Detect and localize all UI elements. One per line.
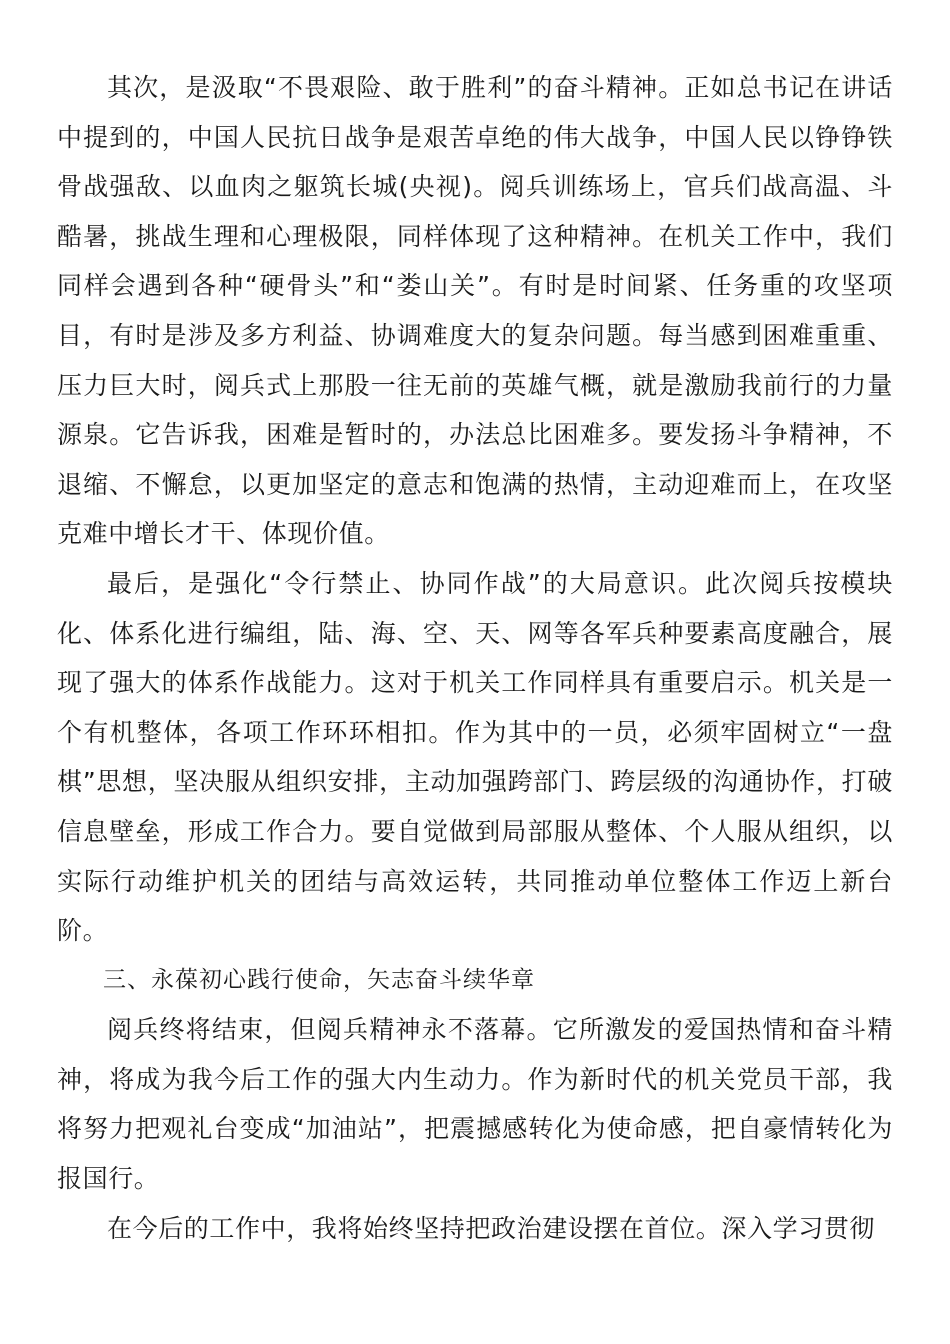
document-body — [57, 63, 893, 1253]
paragraph-parade-spirit: 阅兵终将结束，但阅兵精神永不落幕。它所激发的爱国热情和奋斗精神，将成为我今后工作的强大内生动力。作为新时代的机关党员干部，我将努力把观礼台变成“加油站”，把震撼感转化为使命感，把自豪情转化为报国行。 — [57, 1015, 893, 1194]
paragraph-struggle-spirit: 其次，是汲取“不畏艰险、敢于胜利”的奋斗精神。正如总书记在讲话中提到的，中国人民抗日战争是艰苦卓绝的伟大战争，中国人民以铮铮铁骨战强敌、以血肉之躯筑长城(央视)。阅兵训练场上，官兵们战高温、斗酷暑，挑战生理和心理极限，同样体现了这种精神。在机关工作中，我们同样会遇到各种“硬骨头”和“娄山关”。有时是时间紧、任务重的攻坚项目，有时是涉及多方利益、协调难度大的复杂问题。每当感到困难重重、压力巨大时，阅兵式上那股一往无前的英雄气概，就是激励我前行的力量源泉。它告诉我，困难是暂时的，办法总比困难多。要发扬斗争精神，不退缩、不懈怠，以更加坚定的意志和饱满的热情，主动迎难而上，在攻坚克难中增长才干、体现价值。 — [57, 73, 893, 549]
paragraph-future-work: 在今后的工作中，我将始终坚持把政治建设摆在首位。深入学习贯彻 — [107, 1213, 876, 1243]
paragraph-overall-awareness: 最后，是强化“令行禁止、协同作战”的大局意识。此次阅兵按模块化、体系化进行编组，陆、海、空、天、网等各军兵种要素高度融合，展现了强大的体系作战能力。这对于机关工作同样具有重要启示。机关是一个有机整体，各项工作环环相扣。作为其中的一员，必须牢固树立“一盘棋”思想，坚决服从组织安排，主动加强跨部门、跨层级的沟通协作，打破信息壁垒，形成工作合力。要自觉做到局部服从整体、个人服从组织，以实际行动维护机关的团结与高效运转，共同推动单位整体工作迈上新台阶。 — [57, 568, 893, 946]
section-heading: 三、永葆初心践行使命，矢志奋斗续华章 — [103, 966, 535, 993]
